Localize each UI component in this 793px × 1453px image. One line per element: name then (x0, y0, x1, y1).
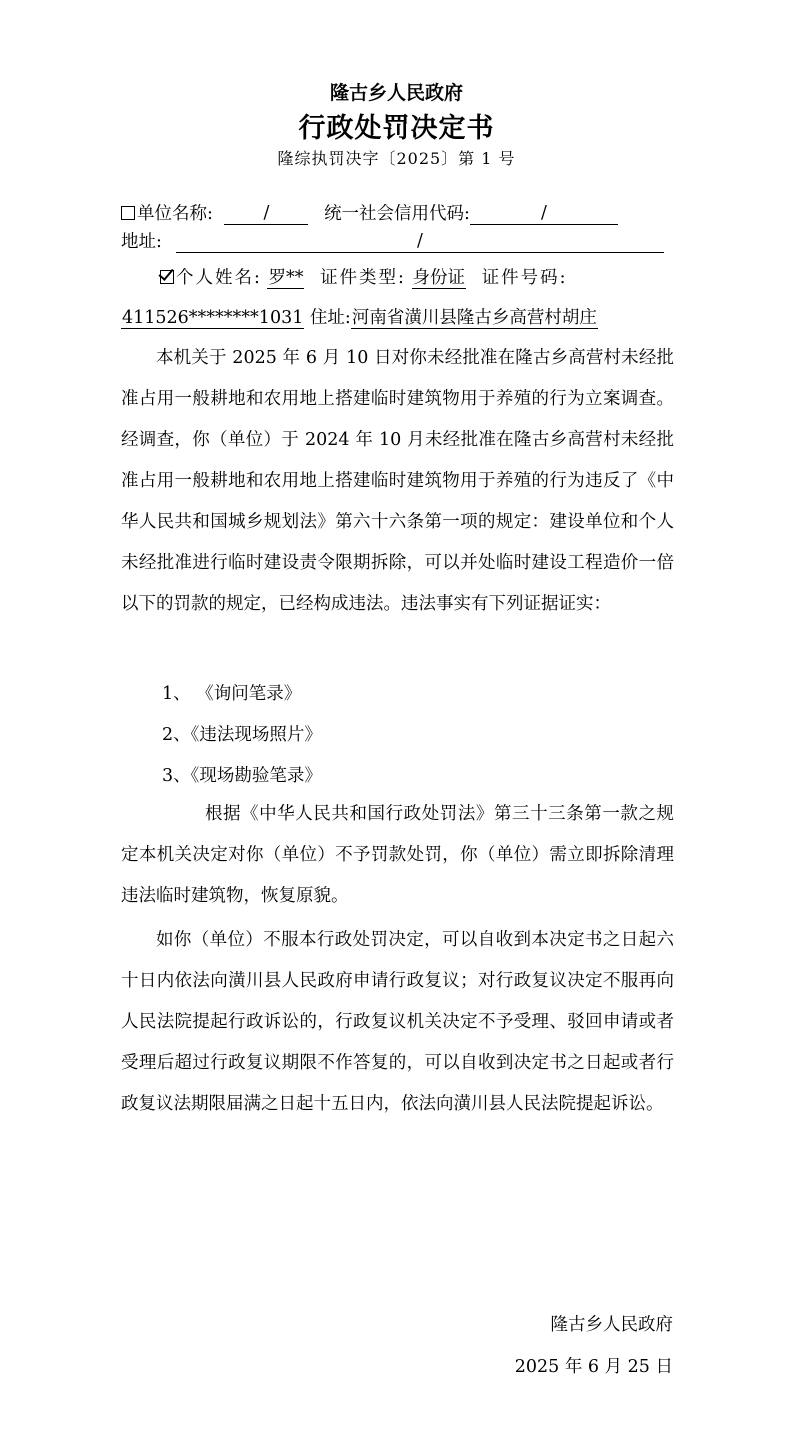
person-name-value: 罗** (268, 268, 304, 288)
issuer-heading: 隆古乡人民政府 (329, 82, 463, 104)
id-number-value: 411526********1031 (122, 308, 304, 328)
id-type-label: 证件类型: (320, 268, 406, 288)
credit-code-label: 统一社会信用代码: (324, 204, 470, 224)
person-address-label: 住址: (309, 308, 351, 328)
unit-address-value: / (176, 230, 664, 253)
id-type-value: 身份证 (412, 268, 466, 288)
evidence-item: 1、 《询问笔录》 (162, 684, 302, 704)
remedy-paragraph: 如你（单位）不服本行政处罚决定，可以自收到本决定书之日起六十日内依法向潢川县人民政府申请行政复议；对行政复议决定不服再向人民法院提起行政诉讼的，行政复议机关决定不予受理、驳回申请或者受理后超过行政复议期限不作答复的，可以自收到决定书之日起或者行政复议法期限届满之日起十五日内，依法向潢川县人民法院提起诉讼。 (121, 930, 674, 1114)
person-info-line (160, 264, 568, 289)
signature-issuer: 隆古乡人民政府 (550, 1315, 673, 1335)
unit-address-line (121, 228, 664, 253)
decision-paragraph: 根据《中华人民共和国行政处罚法》第三十三条第一款之规定本机关决定对你（单位）不予罚款处罚，你（单位）需立即拆除清理违法临时建筑物，恢复原貌。 (121, 804, 674, 906)
id-number-label: 证件号码: (481, 268, 568, 288)
document-number: 隆综执罚决字〔2025〕第 1 号 (277, 149, 516, 168)
credit-code-value: / (470, 202, 618, 225)
person-checkbox-checked-icon[interactable] (160, 270, 174, 284)
unit-name-label: 单位名称: (137, 204, 213, 224)
unit-info-line (121, 200, 618, 225)
person-id-address-line (121, 304, 598, 329)
facts-paragraph: 本机关于 2025 年 6 月 10 日对你未经批准在隆古乡高营村未经批准占用一般耕地和农用地上搭建临时建筑物用于养殖的行为立案调查。经调查，你（单位）于 2024 年 10 月未经批准在隆古乡高营村未经批准占用一般耕地和农用地上搭建临时建筑物用于养殖的行为违反了《中华人民共和国城乡规划法》第六十六条第一项的规定：建设单位和个人未经批准进行临时建设责令限期拆除，可以并处临时建设工程造价一倍以下的罚款的规定，已经构成违法。违法事实有下列证据证实： (121, 348, 674, 614)
unit-name-value: / (224, 202, 308, 225)
unit-checkbox[interactable] (121, 206, 135, 220)
person-address-value: 河南省潢川县隆古乡高营村胡庄 (351, 308, 597, 328)
evidence-item: 2、《违法现场照片》 (162, 725, 322, 745)
evidence-item: 3、《现场勘验笔录》 (162, 766, 322, 786)
unit-address-label: 地址: (121, 232, 162, 252)
person-name-label: 个人姓名: (176, 268, 262, 288)
signature-date: 2025 年 6 月 25 日 (514, 1357, 673, 1377)
document-title: 行政处罚决定书 (298, 113, 495, 144)
